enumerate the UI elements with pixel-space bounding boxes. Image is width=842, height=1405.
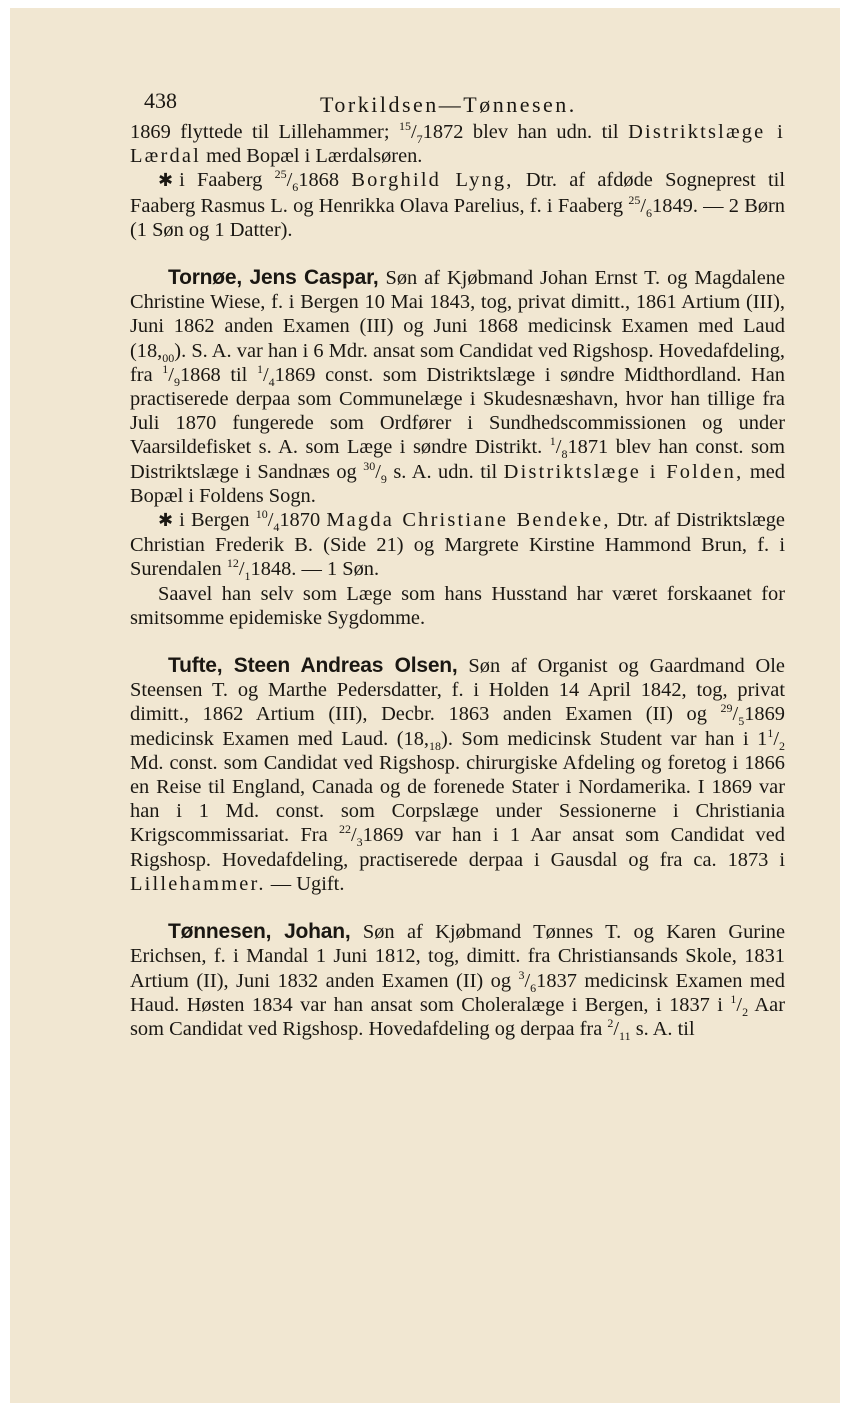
text-run: Søn af Kjøbmand Johan Ernst T. og Magdalene Christine Wiese, f. i Bergen 10 Mai 1843, tog, privat dimitt., 1861 Artium (III), Juni 1862 anden Examen (III) og Juni 1868 medicinsk Examen med Laud (18,: [130, 267, 785, 362]
text-run: 1872 blev han udn. til: [422, 121, 629, 143]
text-run: 1869 var han i 1 Aar ansat som Candidat ved Rigshosp. Hovedafdeling, practiserede derpaa i Gausdal og fra ca. 1873 i: [130, 824, 785, 871]
text-run: Dtr. af afdøde Sogneprest til Faaberg Rasmus L. og Henrikka Olava Parelius, f. i Faaberg: [130, 169, 785, 217]
fraction-num: 1: [730, 991, 737, 1006]
date-slash: /: [732, 703, 739, 726]
text-run: s. A. udn. til: [386, 460, 504, 483]
entry-paragraph: [130, 120, 785, 168]
page-number: 438: [144, 88, 177, 113]
text-run: 1869 medicinsk Examen med Laud. (18,: [130, 703, 785, 750]
date-slash: /: [640, 194, 647, 217]
date-month: 4: [273, 520, 280, 535]
running-header: [130, 80, 785, 120]
marriage-paragraph: [130, 168, 785, 242]
fraction-num: 1: [767, 725, 774, 740]
text-run: 1869 const. som Distriktslæge i søndre Midthordland. Han practiserede derpaa som Communelæge i Skudesnæshavn, hvor han tillige fra Juli 1870 fungerede som Ordfører i Sundhedscommissionen og under Vaarsildefisket s. A. som Læge i søndre Distrikt.: [130, 363, 785, 459]
date-month: 1: [244, 569, 251, 584]
subscript: 18: [429, 738, 442, 753]
text-run: Søn af Organist og Gaardmand Ole Steensen T. og Marthe Pedersdatter, f. i Holden 14 April 1842, tog, privat dimitt., 1862 Artium (III), Decbr. 1863 anden Examen (II) og: [130, 655, 785, 726]
fraction-slash: /: [736, 993, 743, 1016]
date-slash: /: [555, 436, 562, 459]
text-run: med Bopæl i Foldens Sogn.: [130, 460, 785, 507]
entry-tufte: [130, 654, 785, 896]
date-day: 1: [256, 362, 263, 377]
date-month: 11: [619, 1028, 631, 1043]
date-month: 8: [561, 447, 568, 462]
text-run: Aar som Candidat ved Rigshosp. Hovedafdeling og derpaa fra: [130, 993, 785, 1040]
date-month: 6: [292, 180, 299, 195]
text-run: 1869 flyttede til Lillehammer;: [130, 121, 399, 143]
entry-name: Tufte, Steen Andreas Olsen,: [168, 654, 458, 678]
fraction-slash: /: [773, 727, 779, 750]
fraction-den: 2: [742, 1004, 749, 1019]
date-slash: /: [262, 363, 269, 386]
entry-name: Tønnesen, Johan,: [168, 920, 351, 944]
text-run: med Bopæl i Lærdalsøren.: [200, 145, 423, 168]
text-run: 1848. — 1 Søn.: [250, 558, 380, 581]
date-slash: /: [613, 1017, 620, 1040]
body-text: [130, 120, 785, 1041]
text-run: 1870: [279, 509, 327, 532]
spaced-text: Lillehammer.: [130, 872, 266, 895]
date-day: 3: [518, 967, 525, 982]
date-month: 7: [416, 132, 423, 147]
text-run: i Faaberg: [179, 169, 275, 192]
date-month: 5: [738, 714, 745, 729]
marriage-paragraph: [130, 508, 785, 582]
date-slash: /: [238, 558, 245, 581]
entry-name: Tornøe, Jens Caspar,: [168, 266, 379, 290]
entry-torkildsen-continuation: [130, 120, 785, 242]
marriage-star-icon: ✱: [158, 510, 174, 532]
date-slash: /: [410, 121, 417, 143]
note-paragraph: Saavel han selv som Læge som hans Husstand har været forskaanet for smitsomme epidemiske Sygdomme.: [130, 582, 785, 629]
text-run: — Ugift.: [265, 872, 345, 895]
date-month: 3: [356, 835, 363, 850]
book-page: [10, 8, 840, 1403]
date-slash: /: [168, 363, 174, 386]
spaced-text: Distriktslæge i Lærdal: [130, 121, 785, 168]
spaced-text: Borghild Lyng,: [351, 169, 514, 192]
text-run: Søn af Kjøbmand Tønnes T. og Karen Gurine Erichsen, f. i Mandal 1 Juni 1812, tog, dimitt. fra Christiansands Skole, 1831 Artium (II), Juni 1832 anden Examen (II) og: [130, 921, 785, 992]
text-run: ). S. A. var han i 6 Mdr. ansat som Candidat ved Rigshosp. Hovedafdeling, fra: [130, 339, 785, 386]
entry-paragraph: [130, 654, 785, 896]
date-day: 25: [274, 167, 287, 182]
text-run: Md. const. som Candidat ved Rigshosp. chirurgiske Afdeling og foretog i 1866 en Reise til England, Canada og de forenede Stater i Nordamerika. I 1869 var han i 1 Md. const. som Corpslæge under Sessionerne i Christiania Krigscommissariat. Fra: [130, 751, 785, 847]
text-run: i Bergen: [179, 509, 256, 532]
entry-tonnesen: [130, 920, 785, 1041]
fraction-den: 2: [779, 738, 785, 753]
date-month: 9: [380, 471, 387, 486]
entry-tornoe: [130, 266, 785, 630]
subscript: 00: [162, 350, 175, 365]
date-day: 1: [549, 434, 556, 449]
date-slash: /: [267, 509, 274, 532]
date-slash: /: [524, 969, 531, 992]
date-day: 29: [720, 701, 733, 716]
date-month: 6: [530, 980, 537, 995]
text-run: 1868 til: [179, 363, 257, 386]
text-run: Dtr. af Distriktslæge Christian Frederik B. (Side 21) og Margrete Kirstine Hammond Brun, f. i Surendalen: [130, 509, 785, 581]
date-day: 2: [607, 1016, 614, 1031]
date-day: 15: [398, 119, 411, 134]
spaced-text: Distriktslæge i Folden,: [503, 460, 744, 483]
entry-paragraph: [130, 920, 785, 1041]
running-title: Torkildsen—Tønnesen.: [320, 92, 577, 117]
text-run: 1849. — 2 Børn (1 Søn og 1 Datter).: [130, 194, 785, 241]
marriage-star-icon: ✱: [158, 170, 174, 192]
date-day: 25: [628, 192, 641, 207]
date-slash: /: [375, 460, 381, 483]
entry-paragraph: [130, 266, 785, 508]
date-month: 4: [268, 374, 275, 389]
text-run: 1871 blev han const. som Distriktslæge i Sandnæs og: [130, 436, 785, 483]
text-run: 1837 medicinsk Examen med Haud. Høsten 1834 var han ansat som Choleralæge i Bergen, i 1837 i: [130, 969, 785, 1016]
text-run: ). Som medicinsk Student var han i 1: [441, 727, 768, 750]
date-day: 10: [255, 507, 268, 522]
date-day: 12: [226, 556, 239, 571]
date-month: 6: [646, 205, 653, 220]
date-slash: /: [350, 824, 357, 847]
date-day: 1: [162, 362, 169, 377]
date-day: 22: [338, 822, 351, 837]
date-slash: /: [286, 169, 293, 192]
text-run: 1868: [298, 169, 352, 192]
spaced-text: Magda Christiane Bendeke,: [326, 509, 611, 532]
page-content: [130, 80, 785, 1065]
date-day: 30: [363, 458, 376, 473]
text-run: s. A. til: [630, 1017, 695, 1040]
date-month: 9: [173, 374, 180, 389]
